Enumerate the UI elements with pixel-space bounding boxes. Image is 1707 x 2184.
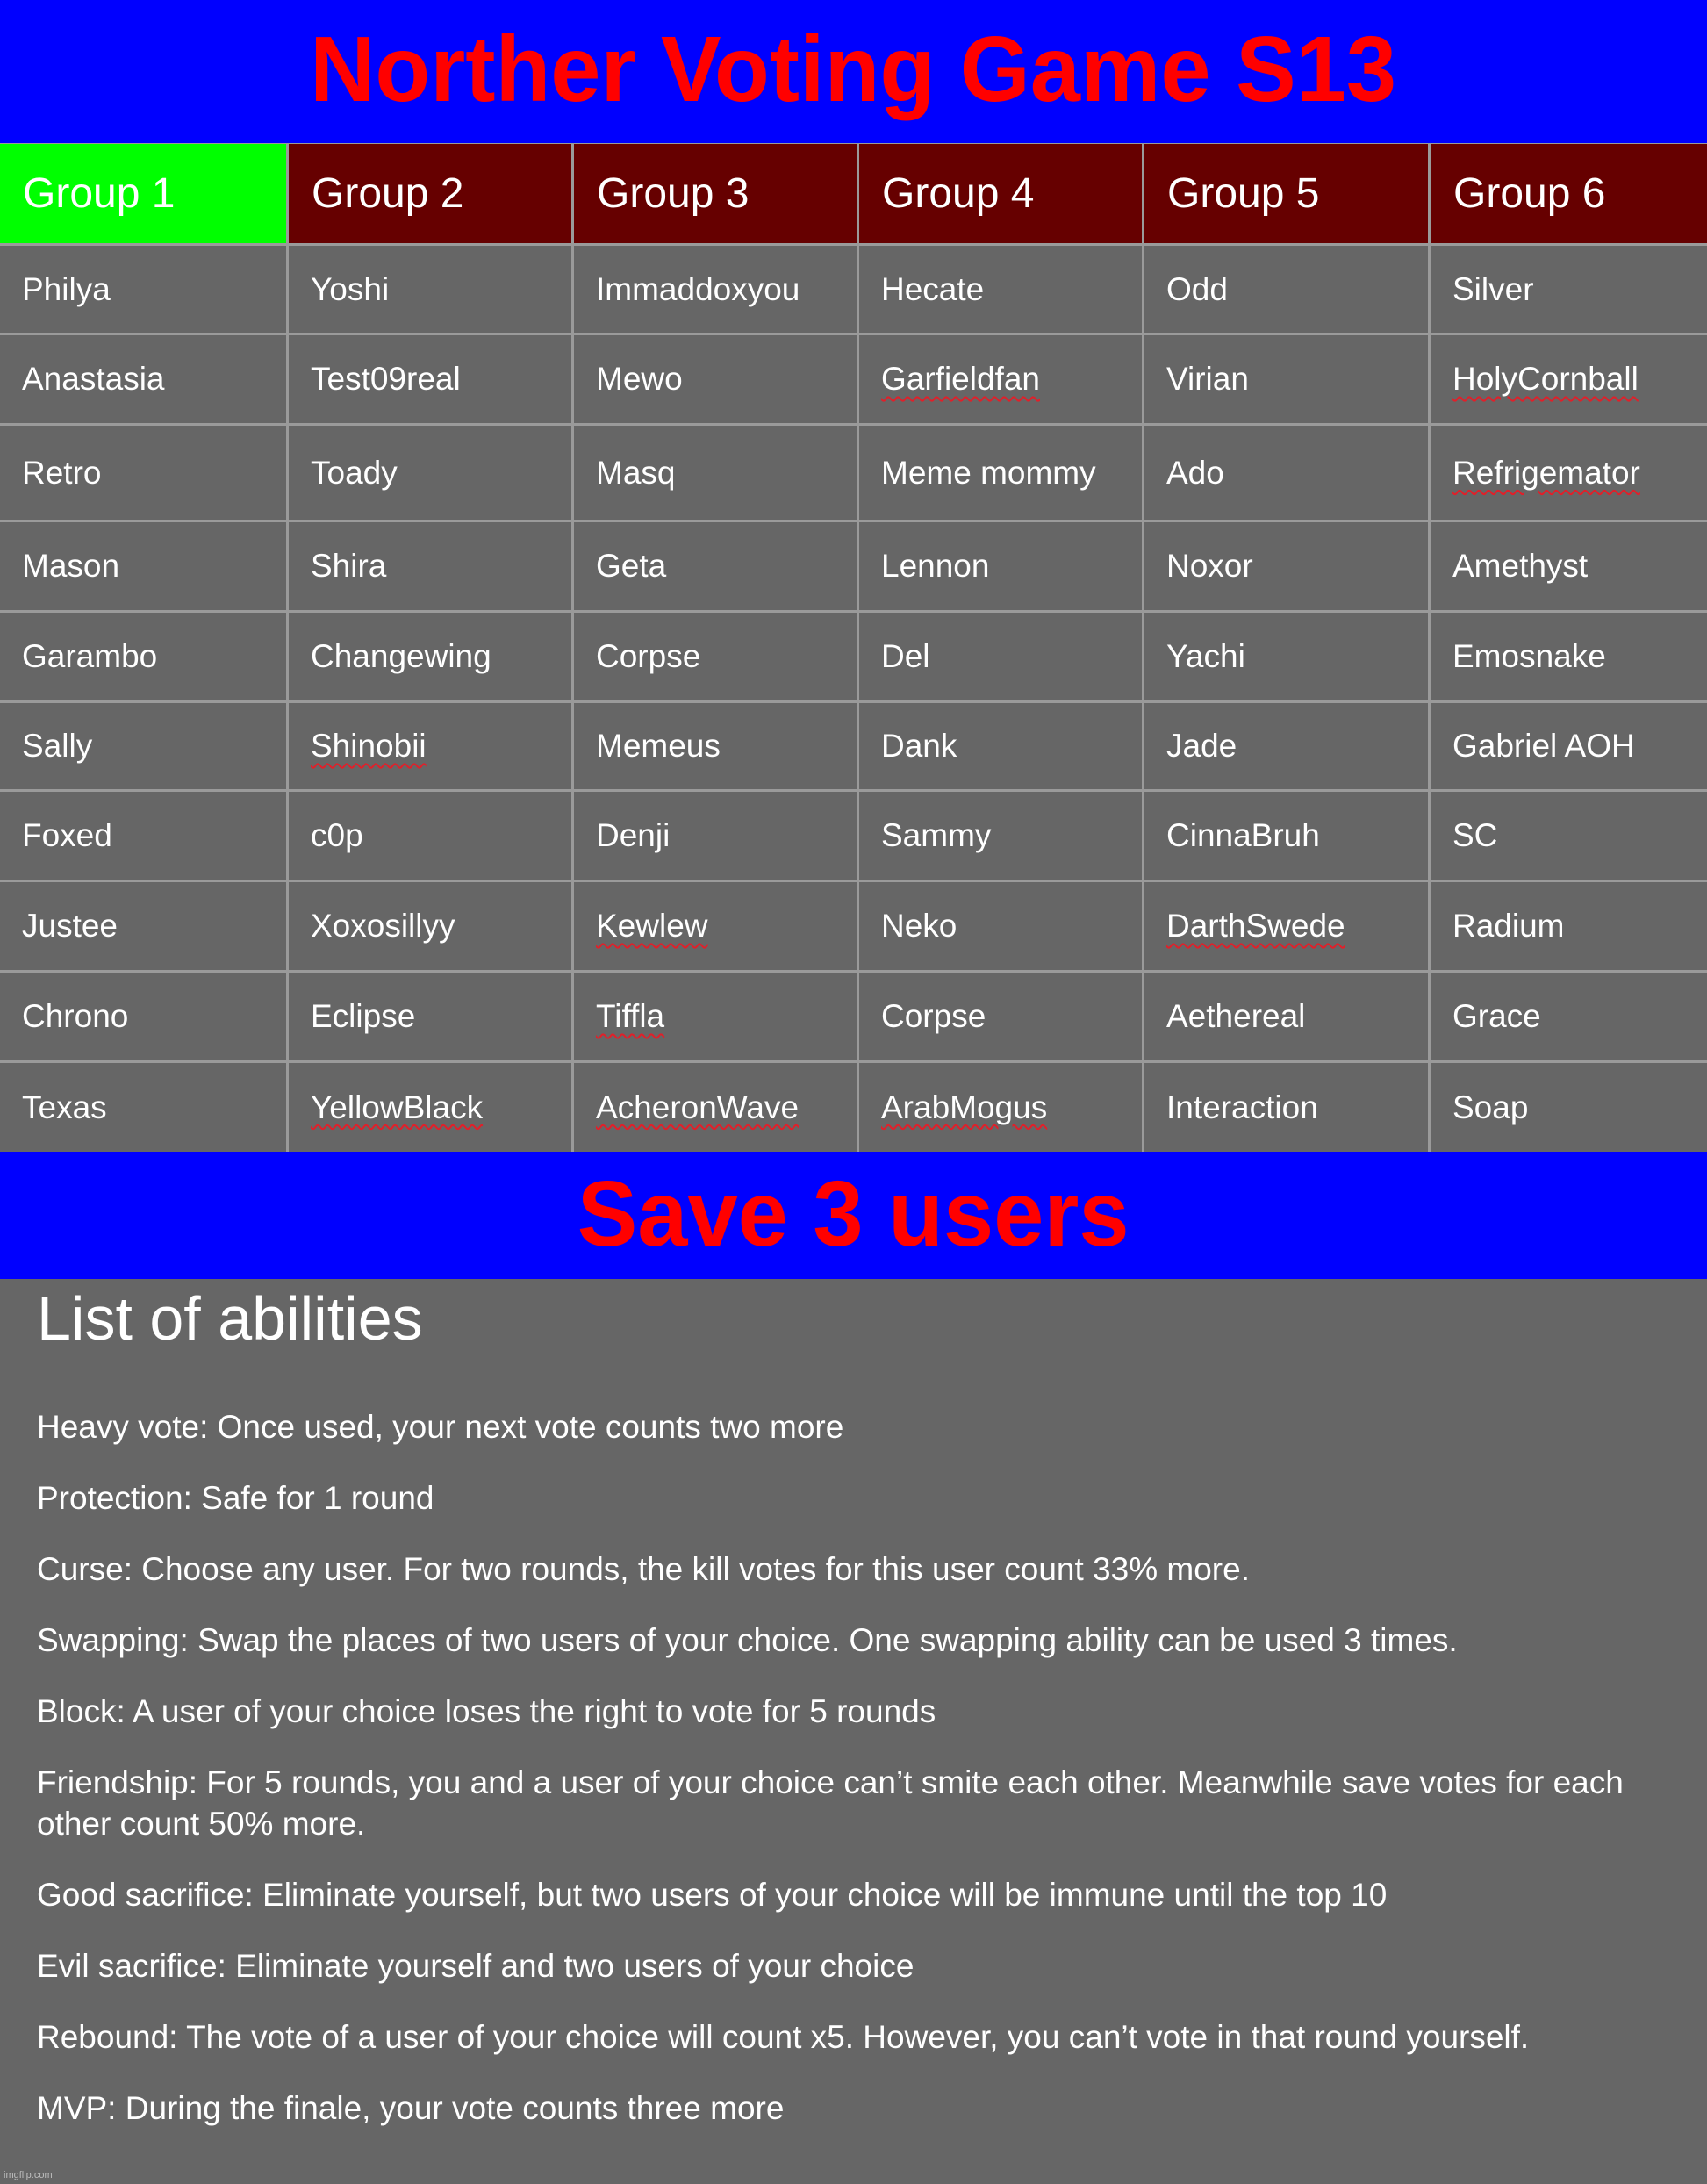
member-name: Justee (22, 908, 118, 944)
member-cell (289, 792, 571, 880)
member-cell (1144, 522, 1428, 610)
abilities-heading: List of abilities (37, 1284, 423, 1353)
member-cell (574, 973, 857, 1060)
member-cell (289, 335, 571, 423)
ability-item: Block: A user of your choice loses the right to vote for 5 rounds (37, 1693, 936, 1729)
group-header-1: Group 1 (0, 144, 286, 243)
member-cell (0, 522, 286, 610)
ability-item: Curse: Choose any user. For two rounds, the kill votes for this user count 33% more. (37, 1551, 1250, 1587)
member-name: Radium (1452, 908, 1565, 944)
member-cell (289, 1063, 571, 1152)
member-name: Kewlew (596, 908, 708, 944)
member-cell (1431, 703, 1707, 789)
member-cell (1431, 522, 1707, 610)
member-name: Memeus (596, 728, 721, 764)
abilities-list (37, 1406, 1696, 2129)
member-name: Hecate (881, 270, 985, 307)
member-name: Lennon (881, 548, 990, 584)
group-header-2: Group 2 (289, 144, 571, 243)
title-banner (0, 0, 1707, 143)
member-name: Emosnake (1452, 638, 1606, 674)
member-name: Corpse (881, 998, 986, 1034)
ability-item: Friendship: For 5 rounds, you and a user of your choice can’t smite each other. Meanwhile save votes for each other count 50% more. (37, 1764, 1624, 1842)
member-cell (0, 246, 286, 333)
member-cell (0, 613, 286, 700)
member-name: c0p (311, 817, 363, 853)
ability-item: MVP: During the finale, your vote counts three more (37, 2090, 785, 2126)
member-name: Foxed (22, 817, 112, 853)
member-name: Aethereal (1166, 998, 1306, 1034)
member-cell (859, 1063, 1142, 1152)
member-name: Immaddoxyou (596, 270, 800, 307)
member-cell (1144, 426, 1428, 520)
member-name: Amethyst (1452, 548, 1589, 584)
member-cell (859, 426, 1142, 520)
member-cell (574, 426, 857, 520)
member-name: Anastasia (22, 361, 165, 397)
member-name: Geta (596, 548, 667, 584)
group-header-3: Group 3 (574, 144, 857, 243)
member-cell (0, 703, 286, 789)
member-cell (289, 613, 571, 700)
member-name: Noxor (1166, 548, 1253, 584)
member-name: Retro (22, 454, 102, 491)
ability-item: Rebound: The vote of a user of your choice will count x5. However, you can’t vote in that round yourself. (37, 2019, 1530, 2055)
member-name: Yoshi (311, 270, 390, 307)
member-cell (859, 246, 1142, 333)
member-name: Del (881, 638, 930, 674)
group-header-5: Group 5 (1144, 144, 1428, 243)
member-cell (859, 522, 1142, 610)
member-cell (1144, 792, 1428, 880)
member-cell (574, 703, 857, 789)
group-header-4: Group 4 (859, 144, 1142, 243)
member-name: Changewing (311, 638, 491, 674)
member-cell (859, 882, 1142, 970)
member-name: Mason (22, 548, 120, 584)
member-name: HolyCornball (1452, 361, 1639, 397)
member-name: Chrono (22, 998, 129, 1034)
save-banner (0, 1152, 1707, 1279)
member-cell (574, 1063, 857, 1152)
member-name: Odd (1166, 270, 1228, 307)
member-cell (0, 792, 286, 880)
member-cell (1431, 246, 1707, 333)
member-cell (0, 1063, 286, 1152)
member-cell (1431, 613, 1707, 700)
member-name: Mewo (596, 361, 683, 397)
member-name: YellowBlack (311, 1088, 484, 1125)
member-cell (859, 792, 1142, 880)
member-name: SC (1452, 817, 1498, 853)
member-cell (1431, 1063, 1707, 1152)
member-cell (289, 426, 571, 520)
member-name: Test09real (311, 361, 461, 397)
member-name: Garfieldfan (881, 361, 1040, 397)
member-name: Meme mommy (881, 454, 1096, 491)
member-cell (859, 703, 1142, 789)
member-name: Jade (1166, 728, 1237, 764)
member-cell (574, 882, 857, 970)
member-name: Yachi (1166, 638, 1245, 674)
member-name: Neko (881, 908, 957, 944)
member-cell (1431, 792, 1707, 880)
member-cell (289, 522, 571, 610)
member-name: Ado (1166, 454, 1224, 491)
member-cell (289, 246, 571, 333)
member-cell (859, 335, 1142, 423)
ability-item: Good sacrifice: Eliminate yourself, but two users of your choice will be immune until the top 10 (37, 1877, 1388, 1913)
member-cell (1144, 613, 1428, 700)
member-cell (0, 973, 286, 1060)
watermark: imgflip.com (4, 2170, 53, 2180)
member-cell (0, 426, 286, 520)
member-name: Xoxosillyy (311, 908, 455, 944)
member-name: Refrigemator (1452, 454, 1640, 491)
member-cell (1144, 973, 1428, 1060)
member-name: Dank (881, 728, 957, 764)
member-cell (1431, 973, 1707, 1060)
member-cell (574, 522, 857, 610)
member-name: Soap (1452, 1088, 1529, 1125)
save-instruction: Save 3 users (577, 1161, 1130, 1266)
member-name: Texas (22, 1088, 107, 1125)
member-cell (1431, 335, 1707, 423)
ability-item: Heavy vote: Once used, your next vote counts two more (37, 1409, 844, 1445)
member-cell (1431, 426, 1707, 520)
member-cell (1144, 703, 1428, 789)
member-name: Sammy (881, 817, 992, 853)
member-name: Shinobii (311, 728, 427, 764)
member-name: Grace (1452, 998, 1541, 1034)
member-name: Shira (311, 548, 387, 584)
member-cell (1144, 246, 1428, 333)
member-name: Tiffla (596, 998, 665, 1034)
member-name: Sally (22, 728, 93, 764)
member-cell (859, 613, 1142, 700)
member-name: Silver (1452, 270, 1534, 307)
member-cell (574, 246, 857, 333)
member-cell (289, 703, 571, 789)
group-header-6: Group 6 (1431, 144, 1707, 243)
member-name: Virian (1166, 361, 1249, 397)
member-cell (1144, 335, 1428, 423)
member-name: Toady (311, 454, 398, 491)
member-cell (574, 613, 857, 700)
member-name: ArabMogus (881, 1088, 1048, 1125)
member-cell (0, 882, 286, 970)
member-name: Philya (22, 270, 111, 307)
member-cell (1144, 1063, 1428, 1152)
member-cell (1144, 882, 1428, 970)
ability-item: Evil sacrifice: Eliminate yourself and two users of your choice (37, 1948, 914, 1984)
member-cell (289, 973, 571, 1060)
abilities-section (37, 1279, 1696, 2159)
page-title: Norther Voting Game S13 (310, 17, 1397, 121)
member-name: Interaction (1166, 1088, 1318, 1125)
member-name: Corpse (596, 638, 701, 674)
groups-table (0, 143, 1707, 1152)
member-name: Masq (596, 454, 676, 491)
member-cell (1431, 882, 1707, 970)
member-cell (859, 973, 1142, 1060)
ability-item: Swapping: Swap the places of two users of your choice. One swapping ability can be used 3 times. (37, 1622, 1458, 1658)
member-name: Garambo (22, 638, 158, 674)
member-name: AcheronWave (596, 1088, 800, 1125)
member-name: Eclipse (311, 998, 416, 1034)
member-cell (574, 335, 857, 423)
member-name: DarthSwede (1166, 908, 1345, 944)
member-cell (289, 882, 571, 970)
member-cell (0, 335, 286, 423)
ability-item: Protection: Safe for 1 round (37, 1480, 434, 1516)
member-name: Gabriel AOH (1452, 728, 1635, 764)
member-name: CinnaBruh (1166, 817, 1320, 853)
member-name: Denji (596, 817, 671, 853)
member-cell (574, 792, 857, 880)
